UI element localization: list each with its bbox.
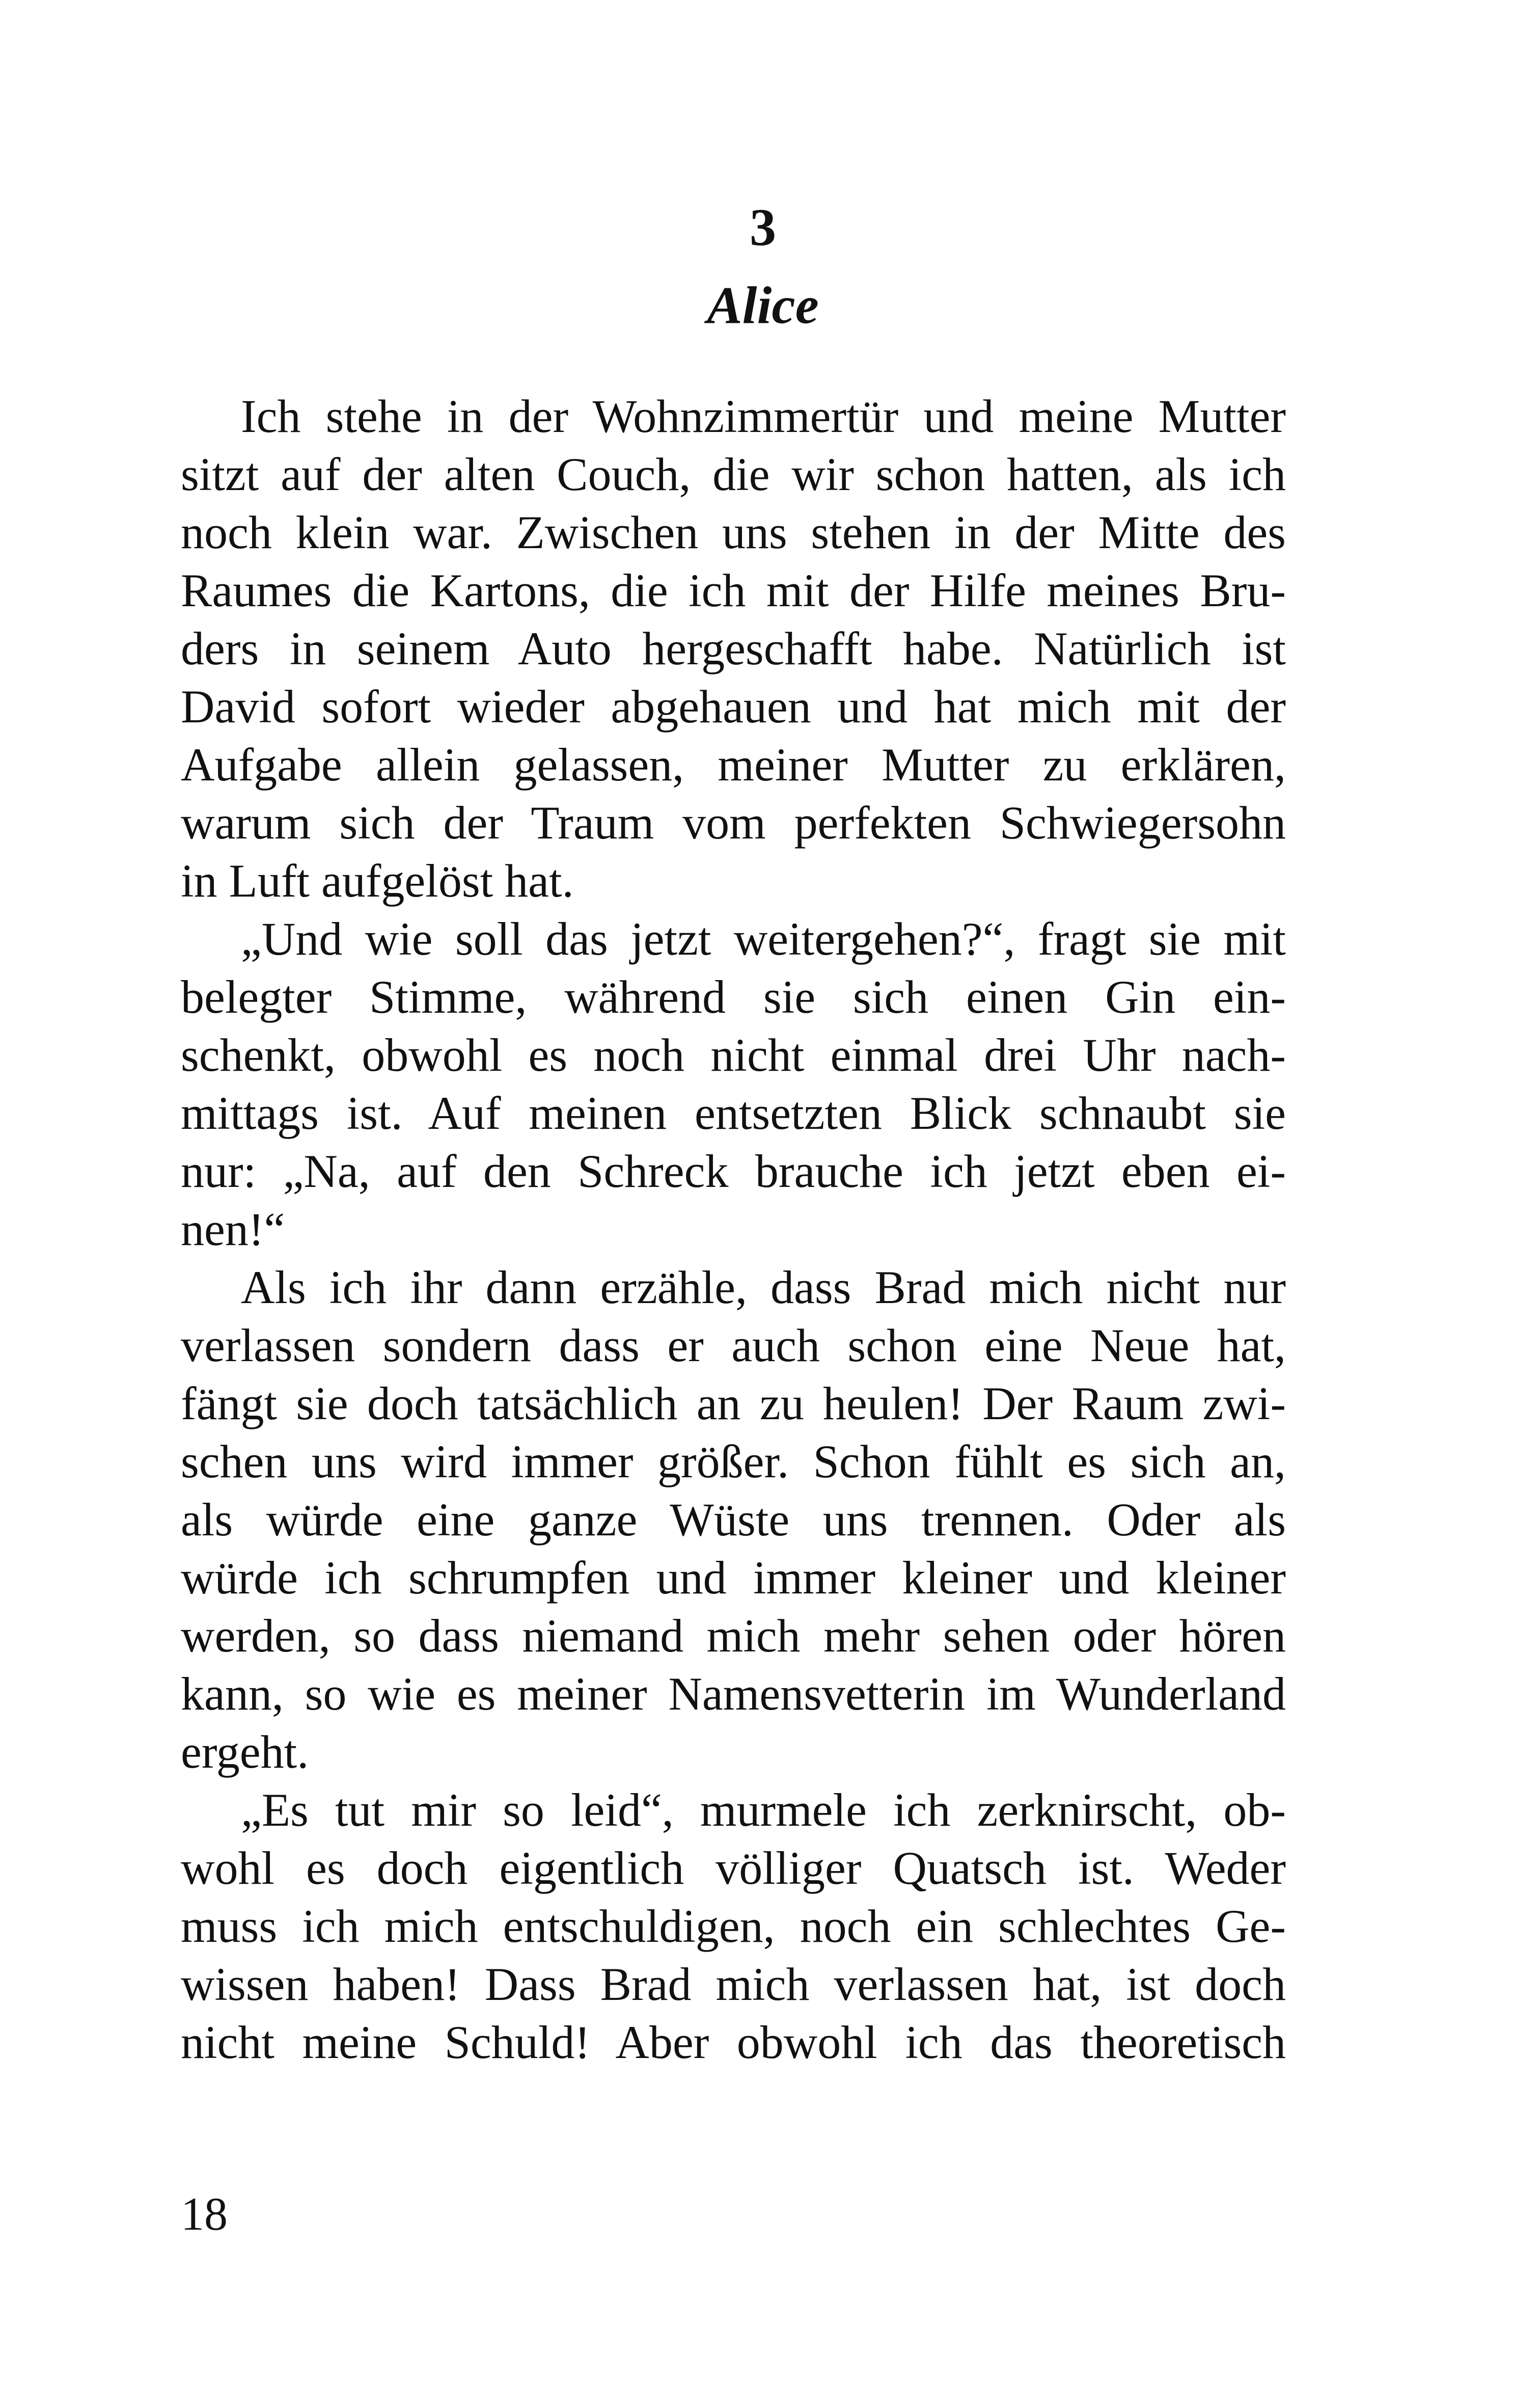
text-line: ergeht. xyxy=(181,1726,309,1778)
page-number: 18 xyxy=(181,2188,228,2240)
text-line: wissen haben! Dass Brad mich verlassen hat, ist doch xyxy=(181,1958,1286,2010)
text-line: warum sich der Traum vom perfekten Schwiegersohn xyxy=(181,797,1286,849)
text-line: nen!“ xyxy=(181,1203,285,1255)
text-line: nur: „Na, auf den Schreck brauche ich jetzt eben ei- xyxy=(181,1145,1286,1197)
text-line: belegter Stimme, während sie sich einen Gin ein- xyxy=(181,971,1286,1023)
text-line: Raumes die Kartons, die ich mit der Hilfe meines Bru- xyxy=(181,564,1286,616)
text-line: David sofort wieder abgehauen und hat mich mit der xyxy=(181,681,1286,733)
text-line: sitzt auf der alten Couch, die wir schon hatten, als ich xyxy=(181,448,1286,500)
text-line: werden, so dass niemand mich mehr sehen oder hören xyxy=(181,1610,1286,1662)
text-line: schenkt, obwohl es noch nicht einmal drei Uhr nach- xyxy=(181,1029,1286,1081)
body-text xyxy=(181,387,1286,2071)
text-line: „Und wie soll das jetzt weitergehen?“, fragt sie mit xyxy=(241,913,1286,965)
text-line: nicht meine Schuld! Aber obwohl ich das theoretisch xyxy=(181,2016,1286,2068)
text-line: wohl es doch eigentlich völliger Quatsch ist. Weder xyxy=(181,1842,1286,1894)
text-line: Aufgabe allein gelassen, meiner Mutter zu erklären, xyxy=(181,739,1286,791)
chapter-number: 3 xyxy=(750,198,776,257)
text-line: in Luft aufgelöst hat. xyxy=(181,855,574,907)
text-line: „Es tut mir so leid“, murmele ich zerknirscht, ob- xyxy=(241,1784,1286,1836)
text-line: kann, so wie es meiner Namensvetterin im Wunderland xyxy=(181,1668,1286,1720)
text-line: muss ich mich entschuldigen, noch ein schlechtes Ge- xyxy=(181,1900,1286,1952)
text-line: fängt sie doch tatsächlich an zu heulen! Der Raum zwi- xyxy=(181,1377,1286,1429)
text-line: als würde eine ganze Wüste uns trennen. Oder als xyxy=(181,1494,1286,1546)
text-line: Ich stehe in der Wohnzimmertür und meine Mutter xyxy=(241,390,1286,442)
text-line: würde ich schrumpfen und immer kleiner und kleiner xyxy=(181,1552,1286,1604)
chapter-title: Alice xyxy=(707,276,819,335)
text-line: mittags ist. Auf meinen entsetzten Blick schnaubt sie xyxy=(181,1087,1286,1139)
text-line: ders in seinem Auto hergeschafft habe. Natürlich ist xyxy=(181,622,1286,674)
text-line: Als ich ihr dann erzähle, dass Brad mich nicht nur xyxy=(241,1261,1286,1313)
text-line: verlassen sondern dass er auch schon eine Neue hat, xyxy=(181,1319,1286,1371)
text-line: schen uns wird immer größer. Schon fühlt es sich an, xyxy=(181,1436,1286,1487)
text-line: noch klein war. Zwischen uns stehen in der Mitte des xyxy=(181,506,1286,558)
